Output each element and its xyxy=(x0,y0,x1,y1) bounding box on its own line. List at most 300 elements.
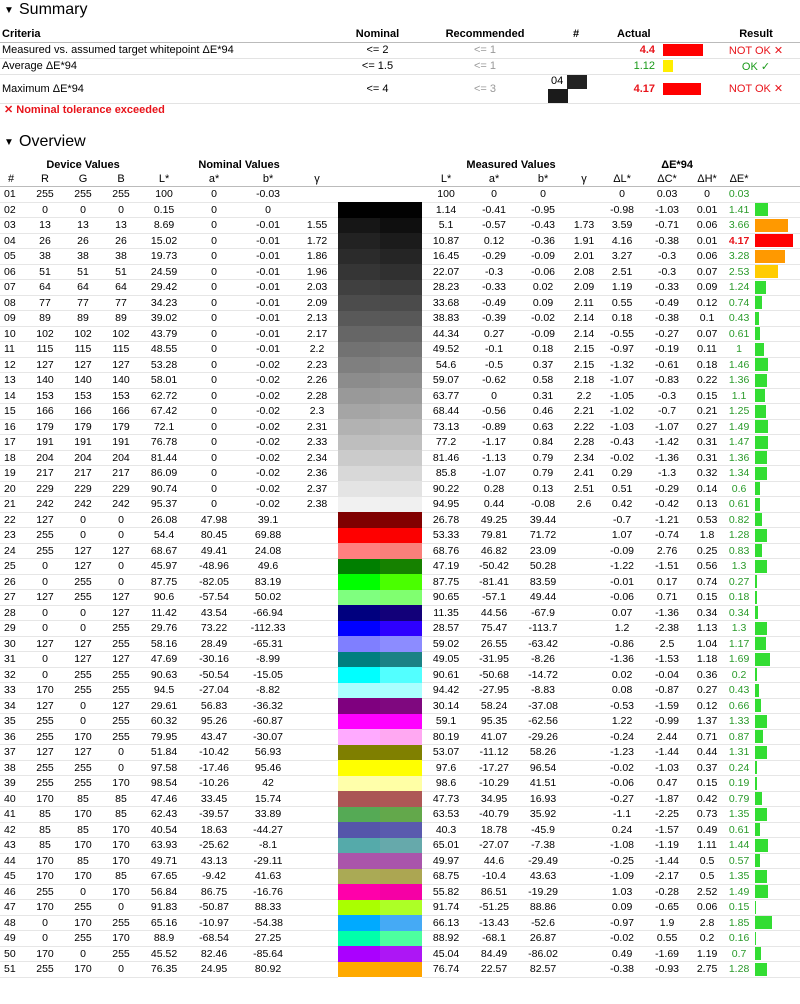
nominal-color-swatch xyxy=(338,605,380,621)
table-row xyxy=(0,481,800,497)
device-r-cell: 0 xyxy=(26,667,64,683)
delta-e-bar-cell xyxy=(754,311,800,327)
measured-gamma-cell xyxy=(568,186,600,202)
recommended-cell: <= 3 xyxy=(425,74,545,103)
nominal-b-column-header: b* xyxy=(240,172,296,186)
nominal-l-cell: 29.61 xyxy=(140,698,188,714)
measured-a-cell: 0 xyxy=(470,186,518,202)
measured-a-cell: -11.12 xyxy=(470,745,518,761)
nominal-a-cell: 0 xyxy=(188,233,240,249)
swatch-nominal-cell xyxy=(338,776,380,792)
delta-l-cell: -1.08 xyxy=(600,838,644,854)
nominal-b-cell: -8.1 xyxy=(240,838,296,854)
table-row xyxy=(0,497,800,513)
nominal-b-cell: -112.33 xyxy=(240,621,296,637)
device-b-cell: 127 xyxy=(102,652,140,668)
swatch-nominal-cell xyxy=(338,559,380,575)
measured-l-cell: 59.07 xyxy=(422,373,470,389)
table-row xyxy=(0,838,800,854)
nominal-l-cell: 48.55 xyxy=(140,342,188,358)
delta-e-bar xyxy=(755,451,767,464)
table-row xyxy=(0,543,800,559)
device-r-cell: 26 xyxy=(26,233,64,249)
delta-e-bar-cell xyxy=(754,683,800,699)
criteria-cell: Measured vs. assumed target whitepoint ΔE*94 xyxy=(0,42,330,58)
measured-color-swatch xyxy=(380,264,422,280)
nominal-gamma-cell: 2.37 xyxy=(296,481,338,497)
nominal-a-cell: 0 xyxy=(188,481,240,497)
device-r-cell: 0 xyxy=(26,559,64,575)
swatch-nominal-cell xyxy=(338,931,380,947)
device-g-cell: 170 xyxy=(64,869,102,885)
swatch-measured-cell xyxy=(380,481,422,497)
device-g-cell: 166 xyxy=(64,404,102,420)
delta-c-cell: -0.3 xyxy=(644,264,690,280)
nominal-color-swatch xyxy=(338,466,380,482)
delta-e-bar xyxy=(755,529,767,542)
nominal-cell: <= 2 xyxy=(330,42,425,58)
index-cell: 18 xyxy=(0,450,26,466)
index-cell: 26 xyxy=(0,574,26,590)
nominal-l-cell: 86.09 xyxy=(140,466,188,482)
delta-e-bar-cell xyxy=(754,776,800,792)
swatch-nominal-cell xyxy=(338,946,380,962)
delta-l-cell: 4.16 xyxy=(600,233,644,249)
index-cell: 48 xyxy=(0,915,26,931)
collapse-triangle-icon[interactable]: ▼ xyxy=(4,136,14,148)
delta-h-cell: 0.49 xyxy=(690,822,724,838)
measured-b-cell: 83.59 xyxy=(518,574,568,590)
measured-a-cell: 34.95 xyxy=(470,791,518,807)
nominal-color-swatch xyxy=(338,869,380,885)
device-b-cell: 170 xyxy=(102,776,140,792)
index-cell: 36 xyxy=(0,729,26,745)
nominal-l-cell: 68.67 xyxy=(140,543,188,559)
measured-gamma-cell: 2.21 xyxy=(568,404,600,420)
swatch-measured-cell xyxy=(380,683,422,699)
delta-e-bar-cell xyxy=(754,249,800,265)
nominal-b-cell: -0.01 xyxy=(240,326,296,342)
index-cell: 11 xyxy=(0,342,26,358)
delta-e-bar-cell xyxy=(754,357,800,373)
measured-l-cell: 97.6 xyxy=(422,760,470,776)
nominal-l-cell: 76.35 xyxy=(140,962,188,978)
measured-a-cell: 0 xyxy=(470,388,518,404)
index-cell: 22 xyxy=(0,512,26,528)
measured-gamma-cell: 2.14 xyxy=(568,326,600,342)
table-row xyxy=(0,264,800,280)
recommended-cell: <= 1 xyxy=(425,58,545,74)
delta-e-bar xyxy=(755,901,756,914)
nominal-gamma-cell: 2.3 xyxy=(296,404,338,420)
measured-a-cell: -0.1 xyxy=(470,342,518,358)
device-b-cell: 0 xyxy=(102,760,140,776)
swatch-nominal-cell xyxy=(338,590,380,606)
nominal-a-cell: 0 xyxy=(188,311,240,327)
delta-c-cell: -0.38 xyxy=(644,311,690,327)
nominal-b-cell: -65.31 xyxy=(240,636,296,652)
nominal-gamma-cell: 2.26 xyxy=(296,373,338,389)
nominal-a-cell: 0 xyxy=(188,497,240,513)
nominal-color-swatch xyxy=(338,807,380,823)
collapse-triangle-icon[interactable]: ▼ xyxy=(4,4,14,16)
swatch-nominal-cell xyxy=(338,528,380,544)
delta-h-cell: 0.06 xyxy=(690,249,724,265)
measured-l-cell: 49.05 xyxy=(422,652,470,668)
delta-e-bar xyxy=(755,808,767,821)
delta-l-cell: -1.32 xyxy=(600,357,644,373)
measured-l-cell: 53.33 xyxy=(422,528,470,544)
nominal-b-cell: -0.02 xyxy=(240,419,296,435)
measured-color-swatch xyxy=(380,915,422,931)
swatch-measured-cell xyxy=(380,745,422,761)
index-cell: 50 xyxy=(0,946,26,962)
table-row xyxy=(0,435,800,451)
measured-gamma-cell xyxy=(568,838,600,854)
device-r-cell: 255 xyxy=(26,543,64,559)
measured-gamma-cell xyxy=(568,590,600,606)
device-b-cell: 85 xyxy=(102,869,140,885)
device-r-cell: 64 xyxy=(26,280,64,296)
delta-h-cell: 0.1 xyxy=(690,311,724,327)
measured-b-cell: -29.49 xyxy=(518,853,568,869)
measured-a-cell: 0.28 xyxy=(470,481,518,497)
table-row xyxy=(0,869,800,885)
device-b-cell: 255 xyxy=(102,667,140,683)
swatch-measured-cell xyxy=(380,776,422,792)
delta-c-cell: -0.61 xyxy=(644,357,690,373)
delta-h-cell: 1.19 xyxy=(690,946,724,962)
nominal-b-cell: -0.01 xyxy=(240,280,296,296)
measured-values-header: Measured Values xyxy=(466,159,556,171)
nominal-gamma-cell: 1.55 xyxy=(296,218,338,234)
delta-e-bar-cell xyxy=(754,745,800,761)
swatch-nominal-cell xyxy=(338,419,380,435)
nominal-color-swatch xyxy=(338,822,380,838)
nominal-b-cell: -0.03 xyxy=(240,186,296,202)
device-r-cell: 191 xyxy=(26,435,64,451)
swatch-nominal-cell xyxy=(338,388,380,404)
delta-h-cell: 0.31 xyxy=(690,450,724,466)
delta-l-cell: -0.86 xyxy=(600,636,644,652)
nominal-color-swatch xyxy=(338,187,380,203)
nominal-color-swatch xyxy=(338,528,380,544)
swatch-header-measured xyxy=(380,172,422,186)
nominal-l-cell: 98.54 xyxy=(140,776,188,792)
table-row xyxy=(0,791,800,807)
summary-row xyxy=(0,58,800,74)
index-cell: 01 xyxy=(0,186,26,202)
delta-h-cell: 2.75 xyxy=(690,962,724,978)
index-cell: 46 xyxy=(0,884,26,900)
device-g-cell: 0 xyxy=(64,714,102,730)
delta-e-bar-cell xyxy=(754,822,800,838)
nominal-l-cell: 49.71 xyxy=(140,853,188,869)
index-cell: 51 xyxy=(0,962,26,978)
measured-color-swatch xyxy=(380,326,422,342)
b-column-header: B xyxy=(102,172,140,186)
device-g-cell: 255 xyxy=(64,760,102,776)
device-g-cell: 127 xyxy=(64,745,102,761)
nominal-b-cell: -36.32 xyxy=(240,698,296,714)
nominal-l-cell: 45.52 xyxy=(140,946,188,962)
overview-title-text: Overview xyxy=(19,133,86,150)
delta-e-bar-cell xyxy=(754,698,800,714)
delta-e-bar xyxy=(755,281,766,294)
device-b-cell: 255 xyxy=(102,636,140,652)
delta-e-bar xyxy=(755,777,757,790)
bar-column-header xyxy=(754,172,800,186)
index-cell: 04 xyxy=(0,233,26,249)
nominal-gamma-cell: 2.31 xyxy=(296,419,338,435)
measured-gamma-cell xyxy=(568,729,600,745)
device-r-cell: 102 xyxy=(26,326,64,342)
swatch-nominal-cell xyxy=(338,683,380,699)
measured-b-cell: -0.95 xyxy=(518,202,568,218)
measured-color-swatch xyxy=(380,822,422,838)
nominal-cell: <= 4 xyxy=(330,74,425,103)
nominal-gamma-cell: 2.17 xyxy=(296,326,338,342)
delta-c-cell: -0.04 xyxy=(644,667,690,683)
delta-e-bar-cell xyxy=(754,652,800,668)
delta-c-cell: -0.93 xyxy=(644,962,690,978)
nominal-a-cell: 0 xyxy=(188,419,240,435)
measured-b-cell: -7.38 xyxy=(518,838,568,854)
delta-e-bar-cell xyxy=(754,326,800,342)
overview-section-title[interactable] xyxy=(4,132,86,152)
device-r-cell: 255 xyxy=(26,962,64,978)
nominal-a-cell: -39.57 xyxy=(188,807,240,823)
delta-c-cell: -0.28 xyxy=(644,884,690,900)
measured-color-swatch xyxy=(380,714,422,730)
device-b-cell: 255 xyxy=(102,683,140,699)
measured-a-cell: 58.24 xyxy=(470,698,518,714)
nominal-color-swatch xyxy=(338,590,380,606)
device-g-cell: 255 xyxy=(64,590,102,606)
nominal-l-cell: 58.01 xyxy=(140,373,188,389)
measured-a-cell: -50.42 xyxy=(470,559,518,575)
swatch-measured-cell xyxy=(380,218,422,234)
measured-l-cell: 65.01 xyxy=(422,838,470,854)
delta-e-bar xyxy=(755,482,760,495)
measured-b-cell: 0.79 xyxy=(518,466,568,482)
delta-c-cell: -1.42 xyxy=(644,435,690,451)
device-b-cell: 127 xyxy=(102,698,140,714)
delta-c-cell: -1.44 xyxy=(644,853,690,869)
delta-e-bar-cell xyxy=(754,574,800,590)
index-cell: 17 xyxy=(0,435,26,451)
device-b-cell: 179 xyxy=(102,419,140,435)
swatch-measured-cell xyxy=(380,559,422,575)
measured-l-cell: 68.75 xyxy=(422,869,470,885)
delta-e-bar xyxy=(755,389,765,402)
table-row xyxy=(0,605,800,621)
device-b-cell: 127 xyxy=(102,543,140,559)
nominal-a-cell: 82.46 xyxy=(188,946,240,962)
nominal-color-swatch xyxy=(338,497,380,513)
nominal-a-cell: 43.54 xyxy=(188,605,240,621)
delta-e-bar xyxy=(755,699,761,712)
measured-color-swatch xyxy=(380,435,422,451)
delta-l-cell: -0.38 xyxy=(600,962,644,978)
measured-color-swatch xyxy=(380,621,422,637)
delta-l-cell: -0.55 xyxy=(600,326,644,342)
measured-l-cell: 49.97 xyxy=(422,853,470,869)
measured-color-swatch xyxy=(380,590,422,606)
delta-e-cell: 0.43 xyxy=(724,683,754,699)
swatch-measured-cell xyxy=(380,280,422,296)
criteria-cell: Average ΔE*94 xyxy=(0,58,330,74)
table-row xyxy=(0,450,800,466)
delta-e-bar-cell xyxy=(754,729,800,745)
delta-c-cell: -0.99 xyxy=(644,714,690,730)
swatch-measured-cell xyxy=(380,590,422,606)
table-row xyxy=(0,729,800,745)
delta-h-cell: 0 xyxy=(690,186,724,202)
nominal-l-column-header: L* xyxy=(140,172,188,186)
delta-e-cell: 0.61 xyxy=(724,326,754,342)
delta-h-cell: 1.18 xyxy=(690,652,724,668)
delta-c-cell: -0.38 xyxy=(644,233,690,249)
delta-e-cell: 0.43 xyxy=(724,311,754,327)
result-header: Result xyxy=(712,26,800,42)
nominal-color-swatch xyxy=(338,233,380,249)
index-cell: 32 xyxy=(0,667,26,683)
measured-a-cell: -57.1 xyxy=(470,590,518,606)
nominal-a-cell: -25.62 xyxy=(188,838,240,854)
delta-l-cell: -0.01 xyxy=(600,574,644,590)
nominal-b-cell: 41.63 xyxy=(240,869,296,885)
index-cell: 27 xyxy=(0,590,26,606)
table-row xyxy=(0,233,800,249)
device-r-cell: 204 xyxy=(26,450,64,466)
measured-gamma-cell xyxy=(568,931,600,947)
delta-e-bar xyxy=(755,327,760,340)
swatch-nominal-cell xyxy=(338,466,380,482)
table-row xyxy=(0,760,800,776)
measured-color-swatch xyxy=(380,869,422,885)
nominal-l-cell: 90.74 xyxy=(140,481,188,497)
nominal-color-swatch xyxy=(338,714,380,730)
nominal-b-cell: -16.76 xyxy=(240,884,296,900)
delta-e-bar xyxy=(755,684,759,697)
nominal-gamma-cell xyxy=(296,946,338,962)
measured-a-cell: -27.95 xyxy=(470,683,518,699)
index-cell: 41 xyxy=(0,807,26,823)
measured-a-cell: -68.1 xyxy=(470,931,518,947)
nominal-a-cell: 0 xyxy=(188,342,240,358)
device-g-cell: 127 xyxy=(64,652,102,668)
delta-l-cell: -1.05 xyxy=(600,388,644,404)
nominal-a-cell: 0 xyxy=(188,264,240,280)
nominal-a-cell: 0 xyxy=(188,388,240,404)
nominal-b-cell: 83.19 xyxy=(240,574,296,590)
nominal-a-cell: 18.63 xyxy=(188,822,240,838)
nominal-color-swatch xyxy=(338,636,380,652)
nominal-values-header: Nominal Values xyxy=(198,159,280,171)
delta-h-cell: 0.18 xyxy=(690,357,724,373)
summary-header-row xyxy=(0,26,800,42)
measured-b-cell: 35.92 xyxy=(518,807,568,823)
measured-a-cell: -0.57 xyxy=(470,218,518,234)
nominal-b-cell: -0.01 xyxy=(240,295,296,311)
measured-a-cell: 44.56 xyxy=(470,605,518,621)
device-g-cell: 191 xyxy=(64,435,102,451)
measured-gamma-cell xyxy=(568,667,600,683)
device-r-cell: 0 xyxy=(26,621,64,637)
device-g-cell: 170 xyxy=(64,807,102,823)
delta-h-cell: 0.01 xyxy=(690,202,724,218)
delta-e-cell: 1.17 xyxy=(724,636,754,652)
delta-l-cell: -0.24 xyxy=(600,729,644,745)
nominal-gamma-cell xyxy=(296,590,338,606)
nominal-l-cell: 54.4 xyxy=(140,528,188,544)
swatch-nominal-cell xyxy=(338,543,380,559)
measured-l-cell: 49.52 xyxy=(422,342,470,358)
delta-c-cell: -0.83 xyxy=(644,373,690,389)
delta-e-bar xyxy=(755,916,772,929)
delta-h-cell: 0.44 xyxy=(690,745,724,761)
delta-e-bar xyxy=(755,637,766,650)
device-r-cell: 85 xyxy=(26,822,64,838)
measured-gamma-cell xyxy=(568,884,600,900)
delta-e-bar-cell xyxy=(754,233,800,249)
table-row xyxy=(0,946,800,962)
nominal-b-cell: -0.02 xyxy=(240,404,296,420)
delta-e-cell: 3.28 xyxy=(724,249,754,265)
device-g-cell: 229 xyxy=(64,481,102,497)
measured-l-cell: 59.02 xyxy=(422,636,470,652)
delta-c-cell: -0.74 xyxy=(644,528,690,544)
nominal-a-cell: 0 xyxy=(188,466,240,482)
delta-e-bar-cell xyxy=(754,714,800,730)
nominal-gamma-cell xyxy=(296,667,338,683)
measured-gamma-cell xyxy=(568,636,600,652)
device-g-cell: 255 xyxy=(64,776,102,792)
swatch-nominal-cell xyxy=(338,574,380,590)
device-g-cell: 255 xyxy=(64,683,102,699)
delta-e-cell: 1.28 xyxy=(724,528,754,544)
device-r-cell: 140 xyxy=(26,373,64,389)
measured-l-cell: 10.87 xyxy=(422,233,470,249)
delta-h-cell: 1.04 xyxy=(690,636,724,652)
table-row xyxy=(0,915,800,931)
nominal-a-cell: 0 xyxy=(188,249,240,265)
measured-gamma-column-header: γ xyxy=(568,172,600,186)
nominal-color-swatch xyxy=(338,404,380,420)
summary-section-title[interactable] xyxy=(4,0,87,20)
delta-e-bar xyxy=(755,203,768,216)
index-cell: 29 xyxy=(0,621,26,637)
delta-h-cell: 2.52 xyxy=(690,884,724,900)
swatch-nominal-cell xyxy=(338,853,380,869)
measured-color-swatch xyxy=(380,698,422,714)
measured-l-cell: 40.3 xyxy=(422,822,470,838)
delta-l-cell: 2.51 xyxy=(600,264,644,280)
measured-a-cell: -17.27 xyxy=(470,760,518,776)
table-row xyxy=(0,745,800,761)
index-cell: 40 xyxy=(0,791,26,807)
delta-e-bar xyxy=(755,467,767,480)
device-r-cell: 170 xyxy=(26,683,64,699)
delta-h-cell: 0.56 xyxy=(690,559,724,575)
measured-b-cell: -0.02 xyxy=(518,311,568,327)
delta-e-bar-cell xyxy=(754,186,800,202)
nominal-color-swatch xyxy=(338,419,380,435)
swatch-measured-cell xyxy=(380,714,422,730)
nominal-gamma-cell: 2.09 xyxy=(296,295,338,311)
measured-a-cell: -50.68 xyxy=(470,667,518,683)
